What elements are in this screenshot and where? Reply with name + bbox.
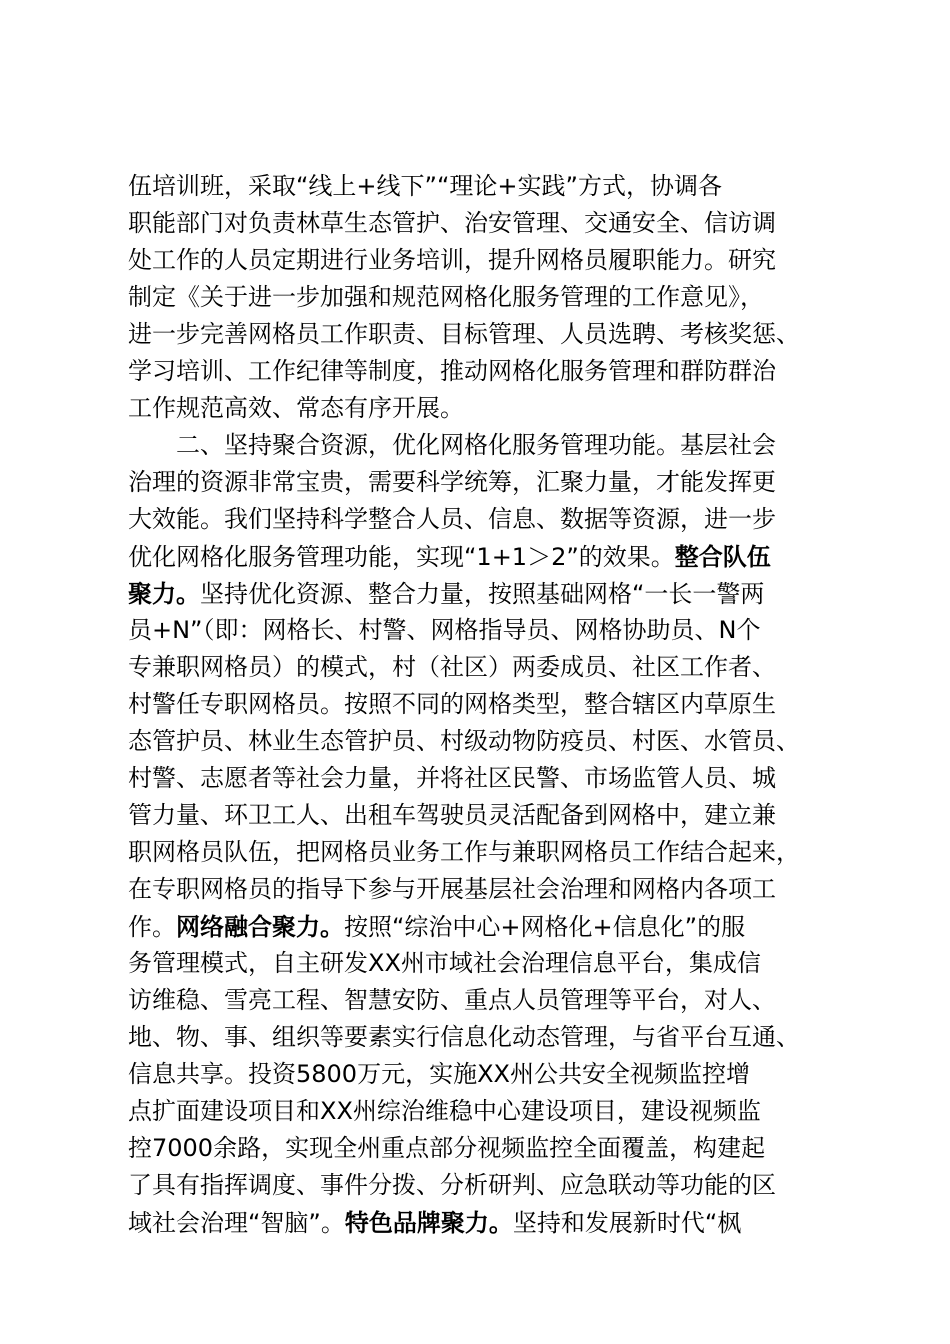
- text-line: [128, 834, 868, 871]
- text-run: 员+N”（即：网格长、村警、网格指导员、网格协助员、N个: [128, 616, 761, 644]
- text-line: [128, 612, 868, 649]
- text-run: 进一步完善网格员工作职责、目标管理、人员选聘、考核奖惩、: [128, 320, 800, 348]
- section-heading-text: 二、坚持聚合资源，优化网格化服务管理功能。基层社会: [128, 431, 776, 459]
- text-line: [128, 316, 868, 353]
- text-line: [128, 760, 868, 797]
- text-run: 域社会治理“智脑”。: [128, 1209, 345, 1237]
- text-run: 治理的资源非常宝贵，需要科学统筹，汇聚力量，才能发挥更: [128, 468, 776, 496]
- text-line: [128, 723, 868, 760]
- text-line: [128, 1130, 868, 1167]
- text-run: 专兼职网格员）的模式，村（社区）两委成员、社区工作者、: [128, 653, 776, 681]
- text-run: 坚持和发展新时代“枫: [512, 1209, 742, 1237]
- text-line: [128, 279, 868, 316]
- text-line: [128, 538, 868, 575]
- text-line: [128, 945, 868, 982]
- text-run: 职能部门对负责林草生态管护、治安管理、交通安全、信访调: [128, 209, 776, 237]
- text-run: 处工作的人员定期进行业务培训，提升网格员履职能力。研究: [128, 246, 776, 274]
- text-line: [128, 575, 868, 612]
- text-run: 按照“综治中心+网格化+信息化”的服: [344, 913, 746, 941]
- text-line: [128, 1167, 868, 1204]
- text-line: [128, 686, 868, 723]
- text-run: 了具有指挥调度、事件分拨、分析研判、应急联动等功能的区: [128, 1171, 776, 1199]
- text-line: [128, 982, 868, 1019]
- bold-subheading: 聚力。: [128, 579, 200, 608]
- bold-subheading: 网络融合聚力。: [176, 912, 344, 941]
- text-run: 信息共享。投资5800万元，实施XX州公共安全视频监控增: [128, 1060, 750, 1088]
- text-line: [128, 649, 868, 686]
- text-line: [128, 168, 868, 205]
- text-line: [128, 797, 868, 834]
- text-run: 管力量、环卫工人、出租车驾驶员灵活配备到网格中，建立兼: [128, 801, 776, 829]
- text-line: [128, 871, 868, 908]
- text-line: [128, 1056, 868, 1093]
- text-run: 伍培训班，采取“线上+线下”“理论+实践”方式，协调各: [128, 172, 722, 200]
- text-line: [128, 908, 868, 945]
- text-run: 务管理模式，自主研发XX州市域社会治理信息平台，集成信: [128, 949, 761, 977]
- body-text: [128, 168, 868, 1241]
- text-line: [128, 205, 868, 242]
- text-line: [128, 1204, 868, 1241]
- text-run: 制定《关于进一步加强和规范网格化服务管理的工作意见》，: [128, 283, 764, 311]
- text-run: 学习培训、工作纪律等制度，推动网格化服务管理和群防群治: [128, 357, 776, 385]
- text-run: 坚持优化资源、整合力量，按照基础网格“一长一警两: [200, 580, 765, 608]
- text-run: 职网格员队伍，把网格员业务工作与兼职网格员工作结合起来，: [128, 838, 800, 866]
- text-run: 大效能。我们坚持科学整合人员、信息、数据等资源，进一步: [128, 505, 776, 533]
- text-line: [128, 353, 868, 390]
- text-run: 村警任专职网格员。按照不同的网格类型，整合辖区内草原生: [128, 690, 776, 718]
- text-run: 作。: [128, 913, 176, 941]
- text-line: [128, 1019, 868, 1056]
- text-run: 村警、志愿者等社会力量，并将社区民警、市场监管人员、城: [128, 764, 776, 792]
- text-line: [128, 464, 868, 501]
- text-line: [128, 501, 868, 538]
- text-line: [128, 390, 868, 427]
- text-run: 控7000余路，实现全州重点部分视频监控全面覆盖，构建起: [128, 1134, 766, 1162]
- text-run: 态管护员、林业生态管护员、村级动物防疫员、村医、水管员、: [128, 727, 800, 755]
- text-run: 工作规范高效、常态有序开展。: [128, 394, 464, 422]
- text-run: 在专职网格员的指导下参与开展基层社会治理和网格内各项工: [128, 875, 776, 903]
- text-run: 地、物、事、组织等要素实行信息化动态管理，与省平台互通、: [128, 1023, 800, 1051]
- text-line: [128, 242, 868, 279]
- text-run: 优化网格化服务管理功能，实现“1+1＞2”的效果。: [128, 543, 675, 571]
- bold-subheading: 整合队伍: [674, 542, 771, 571]
- text-run: 访维稳、雪亮工程、智慧安防、重点人员管理等平台，对人、: [128, 986, 776, 1014]
- text-line: [128, 427, 868, 464]
- text-run: 点扩面建设项目和XX州综治维稳中心建设项目，建设视频监: [128, 1097, 761, 1125]
- text-line: [128, 1093, 868, 1130]
- bold-subheading: 特色品牌聚力。: [344, 1208, 513, 1237]
